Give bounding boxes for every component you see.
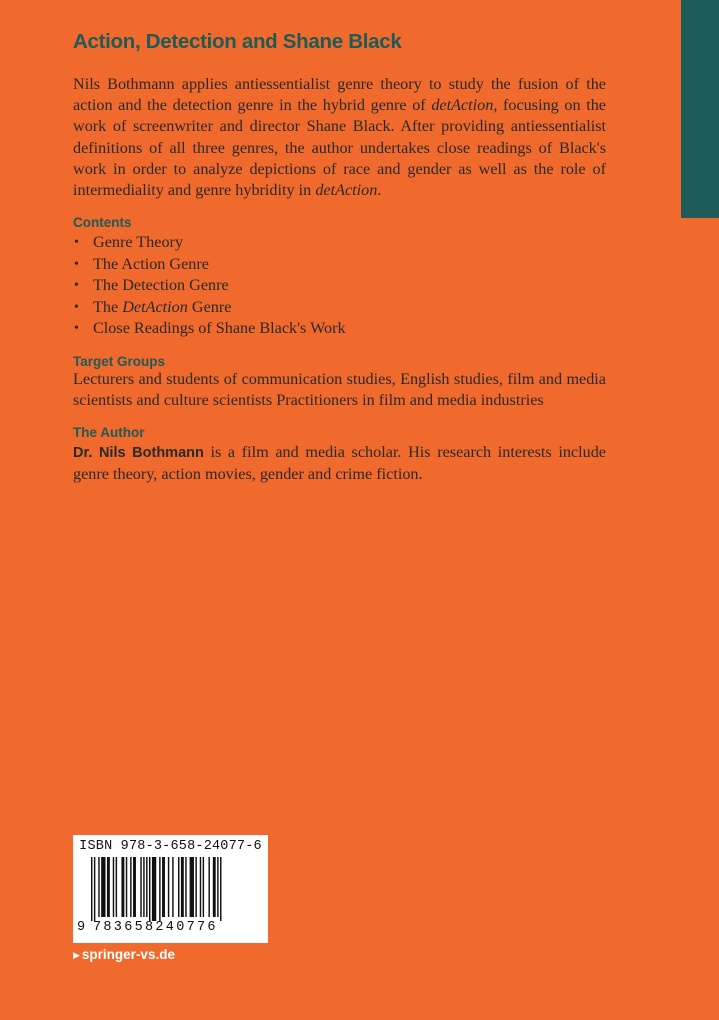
target-groups-text: Lecturers and students of communication studies, English studies, film and media scientists and culture scientists Practitioners in film and media industries	[73, 369, 606, 409]
contents-heading: Contents	[73, 215, 132, 231]
barcode-bar	[130, 857, 131, 917]
barcode-bar	[208, 857, 209, 917]
back-cover-content	[73, 30, 606, 486]
barcode-bar	[185, 857, 186, 917]
book-title: Action, Detection and Shane Black	[73, 30, 402, 53]
contents-item-run: Close Readings of Shane Black's Work	[93, 319, 346, 338]
barcode-bar	[195, 857, 196, 917]
barcode-first-digit: 9	[77, 920, 86, 935]
bullet-icon: •	[74, 278, 79, 294]
contents-item	[73, 232, 606, 254]
contents-item	[73, 275, 606, 297]
barcode-bar	[203, 857, 204, 917]
bullet-icon: •	[74, 256, 79, 272]
contents-item-run: DetAction	[122, 297, 188, 316]
publisher-link[interactable]	[73, 947, 175, 962]
intro-run: detAction	[315, 181, 378, 200]
barcode-bars	[91, 857, 251, 921]
contents-item	[73, 318, 606, 340]
barcode-bar	[143, 857, 144, 917]
contents-section	[73, 215, 606, 340]
intro-paragraph	[73, 74, 606, 201]
barcode-bar	[149, 857, 150, 921]
intro-run: Nils Bothmann applies antiessentialist genre theory to study the fusion of the action and the detection genre in the hybrid genre of	[73, 75, 606, 115]
barcode-bar	[101, 857, 105, 917]
barcode-bar	[98, 857, 99, 917]
author-section	[73, 425, 606, 485]
barcode-number: 783658240776	[93, 920, 218, 935]
barcode-bar	[94, 857, 95, 921]
contents-item-run: The	[93, 297, 123, 316]
contents-item-run: The Detection Genre	[93, 276, 229, 295]
accent-tab	[681, 0, 719, 218]
barcode-bar	[116, 857, 117, 917]
barcode-bar	[168, 857, 169, 917]
target-groups-heading: Target Groups	[73, 353, 166, 369]
intro-run: detAction	[431, 96, 494, 115]
target-groups-section	[73, 354, 606, 411]
contents-item-run: The Action Genre	[93, 254, 209, 273]
contents-item-run: Genre	[187, 297, 232, 316]
barcode-bar	[107, 857, 110, 917]
barcode-bar	[162, 857, 165, 917]
contents-item	[73, 297, 606, 319]
intro-run: , focusing on the work of screenwriter and director Shane Black. After providing antiessentialist definitions of all three genres, the author undertakes close readings of Black's work in order to analyze depictions of race and gender as well as the role of intermediality and genre hybridity in	[73, 96, 606, 200]
isbn-label: ISBN 978-3-658-24077-6	[79, 839, 262, 854]
barcode-bar	[181, 857, 184, 917]
author-heading: The Author	[73, 425, 145, 441]
barcode-bar	[172, 857, 173, 917]
author-name: Dr. Nils Bothmann	[73, 445, 204, 462]
author-bio: is a film and media scholar. His research interests include genre theory, action movies, gender and crime fiction.	[73, 443, 606, 484]
author-text	[73, 442, 606, 485]
barcode-bar	[126, 857, 127, 917]
bullet-icon: •	[74, 235, 79, 251]
barcode	[73, 835, 268, 943]
barcode-bar	[152, 857, 156, 921]
barcode-bar	[133, 857, 136, 917]
contents-item	[73, 254, 606, 276]
bullet-icon: •	[74, 321, 79, 337]
publisher-url: springer-vs.de	[81, 947, 175, 962]
barcode-bar	[200, 857, 201, 917]
barcode-bar	[140, 857, 141, 917]
barcode-bar	[91, 857, 92, 921]
contents-item-run: Genre Theory	[93, 233, 184, 252]
barcode-bar	[146, 857, 147, 917]
barcode-bar	[113, 857, 114, 917]
barcode-bar	[121, 857, 124, 917]
barcode-bar	[220, 857, 221, 921]
barcode-bar	[159, 857, 160, 921]
triangle-arrow-icon: ▶	[73, 950, 80, 960]
contents-list	[73, 232, 606, 340]
barcode-bar	[190, 857, 194, 917]
barcode-bar	[217, 857, 218, 917]
barcode-bar	[178, 857, 179, 917]
intro-run: .	[377, 181, 382, 200]
bullet-icon: •	[74, 299, 79, 315]
barcode-bar	[213, 857, 216, 917]
